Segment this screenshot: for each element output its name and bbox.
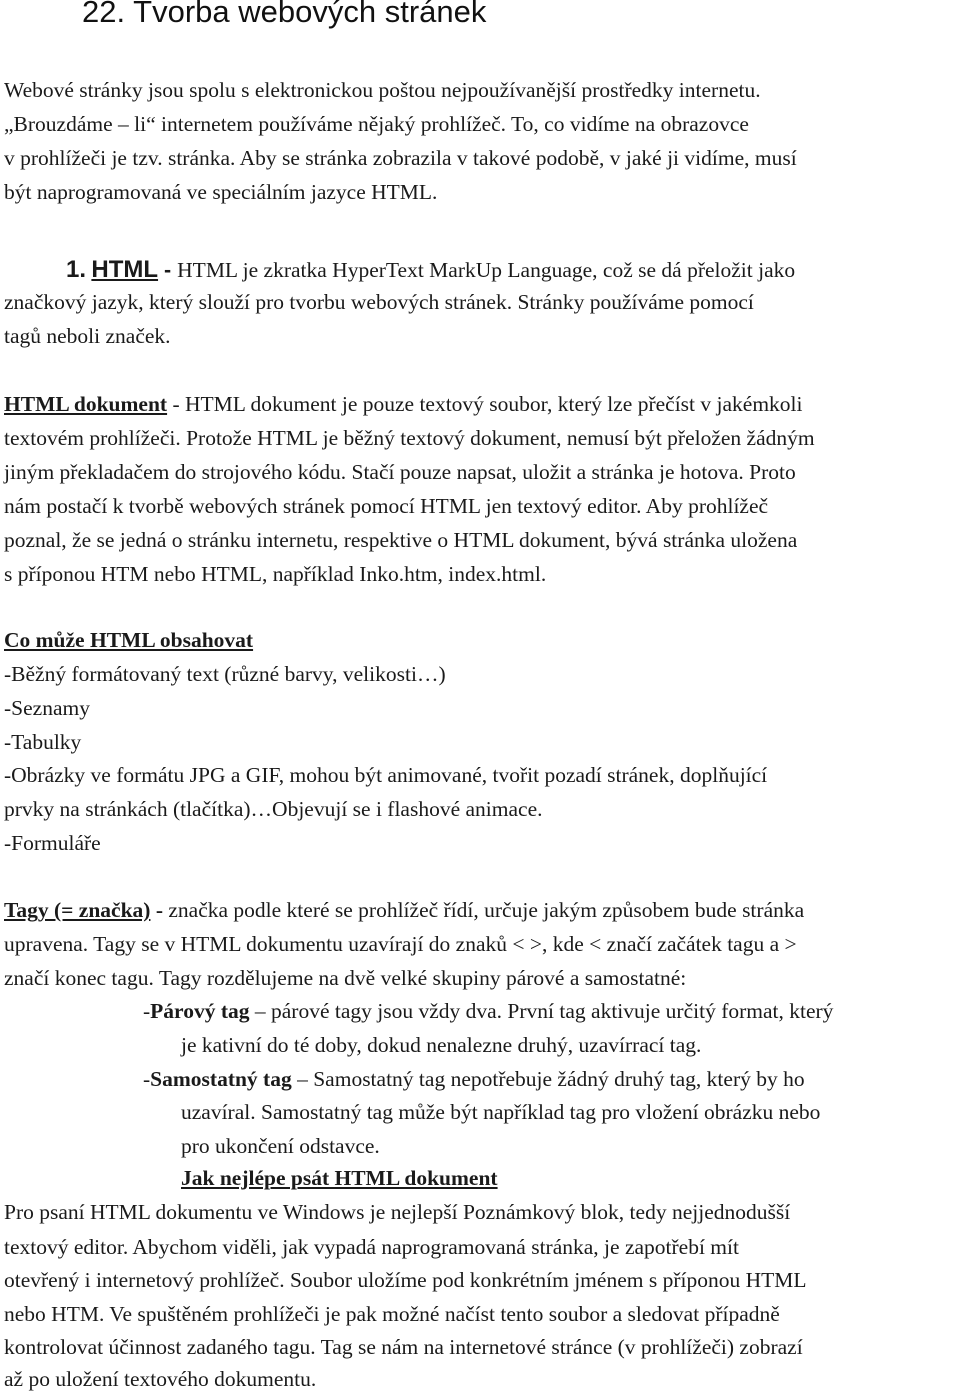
definition-text: značka podle které se prohlížeč řídí, určuje jakým způsobem bude stránka — [168, 898, 805, 922]
document-line: s příponou HTM nebo HTML, například Inko.htm, index.html. — [4, 562, 547, 586]
definition-text: - HTML dokument je pouze textový soubor, který lze přečíst v jakémkoli — [167, 392, 803, 416]
single-tag-line: pro ukončení odstavce. — [181, 1134, 380, 1158]
html-definition-line: tagů neboli značek. — [4, 324, 171, 348]
list-item: -Seznamy — [4, 696, 90, 720]
document-definition-line — [4, 392, 803, 417]
single-tag-line — [143, 1067, 805, 1092]
list-item: -Běžný formátovaný text (různé barvy, velikosti…) — [4, 662, 446, 686]
pair-tag-line: je kativní do té doby, dokud nenalezne druhý, uzavírrací tag. — [181, 1033, 702, 1057]
document-term: HTML dokument — [4, 392, 168, 416]
howto-line: až po uložení textového dokumentu. — [4, 1367, 317, 1391]
pair-tag-text: – párové tagy jsou vždy dva. První tag aktivuje určitý format, který — [249, 999, 834, 1023]
list-item: -Formuláře — [4, 831, 101, 855]
section-heading: Jak nejlépe psát HTML dokument — [181, 1166, 498, 1190]
document-line: nám postačí k tvorbě webových stránek pomocí HTML jen textový editor. Aby prohlížeč — [4, 494, 769, 518]
howto-line: textový editor. Abychom viděli, jak vypadá naprogramovaná stránka, je zapotřebí mít — [4, 1235, 739, 1259]
tags-line: upravena. Tagy se v HTML dokumentu uzavírají do znaků < >, kde < značí začátek tagu a > — [4, 932, 797, 956]
list-item-continuation: prvky na stránkách (tlačítka)…Objevují se i flashové animace. — [4, 797, 543, 821]
pair-tag-term: Párový tag — [150, 999, 250, 1023]
intro-line: „Brouzdáme – li“ internetem používáme nějaký prohlížeč. To, co vidíme na obrazovce — [4, 112, 749, 136]
page-title: 22. Tvorba webových stránek — [82, 0, 487, 29]
html-definition-line — [66, 256, 795, 284]
html-definition-line: značkový jazyk, který slouží pro tvorbu webových stránek. Stránky používáme pomocí — [4, 290, 754, 314]
definition-dash: - — [150, 898, 169, 922]
single-tag-text: – Samostatný tag nepotřebuje žádný druhý tag, který by ho — [291, 1067, 805, 1091]
howto-line: nebo HTM. Ve spuštěném prohlížeči je pak možné načíst tento soubor a sledovat případně — [4, 1302, 780, 1326]
section-heading: Co může HTML obsahovat — [4, 628, 254, 652]
howto-line: otevřený i internetový prohlížeč. Soubor uložíme pod konkrétním jménem s příponou HTML — [4, 1268, 807, 1292]
howto-line: Pro psaní HTML dokumentu ve Windows je nejlepší Poznámkový blok, tedy nejjednodušší — [4, 1200, 791, 1224]
intro-line: v prohlížeči je tzv. stránka. Aby se stránka zobrazila v takové podobě, v jaké ji vidíme, musí — [4, 146, 797, 170]
section-number: 1. — [66, 256, 87, 283]
intro-line: Webové stránky jsou spolu s elektronickou poštou nejpoužívanější prostředky internetu. — [4, 78, 761, 102]
definition-text: HTML je zkratka HyperText MarkUp Language, což se dá přeložit jako — [177, 258, 796, 282]
document-line: poznal, že se jedná o stránku internetu, respektive o HTML dokument, bývá stránka uložena — [4, 528, 798, 552]
html-term: HTML — [91, 256, 159, 283]
tags-line: značí konec tagu. Tagy rozdělujeme na dvě velké skupiny párové a samostatné: — [4, 966, 687, 990]
pair-tag-prefix: - — [143, 999, 151, 1023]
tags-term: Tagy (= značka) — [4, 898, 151, 922]
list-item: -Tabulky — [4, 730, 82, 754]
single-tag-prefix: - — [143, 1067, 151, 1091]
definition-dash: - — [158, 258, 178, 282]
tags-definition-line — [4, 898, 804, 923]
pair-tag-line — [143, 999, 833, 1024]
intro-line: být naprogramovaná ve speciálním jazyce HTML. — [4, 180, 438, 204]
single-tag-term: Samostatný tag — [150, 1067, 292, 1091]
howto-line: kontrolovat účinnost zadaného tagu. Tag se nám na internetové stránce (v prohlížeči) zobrazí — [4, 1335, 803, 1359]
document-line: jiným překladačem do strojového kódu. Stačí pouze napsat, uložit a stránka je hotova. Proto — [4, 460, 796, 484]
document-line: textovém prohlížeči. Protože HTML je běžný textový dokument, nemusí být přeložen žádným — [4, 426, 815, 450]
single-tag-line: uzavíral. Samostatný tag může být například tag pro vložení obrázku nebo — [181, 1100, 821, 1124]
list-item: -Obrázky ve formátu JPG a GIF, mohou být animované, tvořit pozadí stránek, doplňující — [4, 763, 768, 787]
